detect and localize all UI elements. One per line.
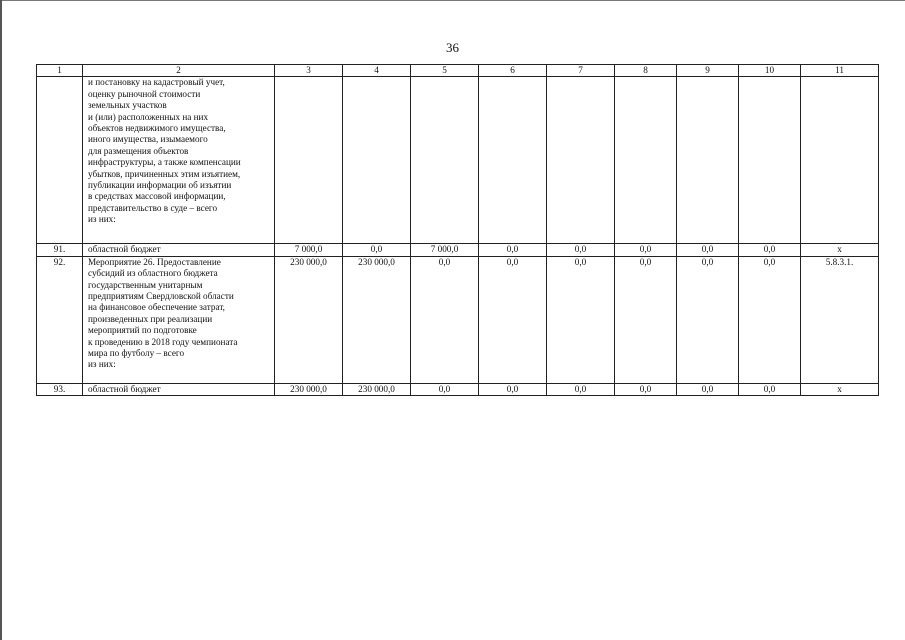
header-cell: 9 bbox=[677, 65, 739, 77]
header-cell: 7 bbox=[547, 65, 615, 77]
value-cell: 0,0 bbox=[479, 256, 547, 383]
header-cell: 11 bbox=[801, 65, 879, 77]
value-cell: 0,0 bbox=[739, 244, 801, 256]
header-cell: 1 bbox=[37, 65, 83, 77]
value-cell: 0,0 bbox=[615, 244, 677, 256]
row-description: и постановку на кадастровый учет, оценку рыночной стоимости земельных участков и (или) расположенных на них объектов недвижимого имущества, иного имущества, изымаемого для размещения объектов инфраструктуры, а также компенсации убытков, причиненных этим изъятием, публикации информации об изъятии в средствах массовой информации, представительство в суде – всего из них: bbox=[83, 77, 275, 244]
header-cell: 2 bbox=[83, 65, 275, 77]
row-description: областной бюджет bbox=[83, 244, 275, 256]
header-cell: 3 bbox=[275, 65, 343, 77]
value-cell: 230 000,0 bbox=[275, 256, 343, 383]
value-cell: 230 000,0 bbox=[275, 383, 343, 395]
reference-cell: x bbox=[801, 244, 879, 256]
row-number: 92. bbox=[37, 256, 83, 383]
value-cell: 0,0 bbox=[479, 244, 547, 256]
value-cell: 0,0 bbox=[411, 256, 479, 383]
table-row-continuation bbox=[37, 77, 879, 244]
reference-cell: 5.8.3.1. bbox=[801, 256, 879, 383]
value-cell: 0,0 bbox=[343, 244, 411, 256]
value-cell: 0,0 bbox=[677, 244, 739, 256]
value-cell: 230 000,0 bbox=[343, 256, 411, 383]
table-row bbox=[37, 244, 879, 256]
scan-border-top bbox=[0, 0, 905, 1]
value-cell: 0,0 bbox=[739, 256, 801, 383]
table-row bbox=[37, 256, 879, 383]
header-cell: 5 bbox=[411, 65, 479, 77]
value-cell: 0,0 bbox=[677, 383, 739, 395]
row-number: 91. bbox=[37, 244, 83, 256]
header-cell: 6 bbox=[479, 65, 547, 77]
row-description: областной бюджет bbox=[83, 383, 275, 395]
value-cell: 7 000,0 bbox=[411, 244, 479, 256]
value-cell: 0,0 bbox=[479, 383, 547, 395]
value-cell: 0,0 bbox=[677, 256, 739, 383]
value-cell: 0,0 bbox=[615, 383, 677, 395]
value-cell: 0,0 bbox=[739, 383, 801, 395]
header-cell: 4 bbox=[343, 65, 411, 77]
table-row bbox=[37, 383, 879, 395]
value-cell: 0,0 bbox=[547, 244, 615, 256]
row-description: Мероприятие 26. Предоставление субсидий из областного бюджета государственным унитарным предприятиям Свердловской области на финансовое обеспечение затрат, произведенных при реализации мероприятий по подготовке к проведению в 2018 году чемпионата мира по футболу – всего из них: bbox=[83, 256, 275, 383]
table-header-row bbox=[37, 65, 879, 77]
value-cell: 0,0 bbox=[615, 256, 677, 383]
scan-border-left bbox=[0, 0, 2, 640]
value-cell: 0,0 bbox=[547, 383, 615, 395]
header-cell: 8 bbox=[615, 65, 677, 77]
page-number: 36 bbox=[446, 40, 459, 55]
budget-table bbox=[36, 64, 879, 396]
header-cell: 10 bbox=[739, 65, 801, 77]
value-cell: 0,0 bbox=[547, 256, 615, 383]
value-cell: 7 000,0 bbox=[275, 244, 343, 256]
row-number: 93. bbox=[37, 383, 83, 395]
value-cell: 0,0 bbox=[411, 383, 479, 395]
value-cell: 230 000,0 bbox=[343, 383, 411, 395]
reference-cell: x bbox=[801, 383, 879, 395]
row-number-cell bbox=[37, 77, 83, 244]
